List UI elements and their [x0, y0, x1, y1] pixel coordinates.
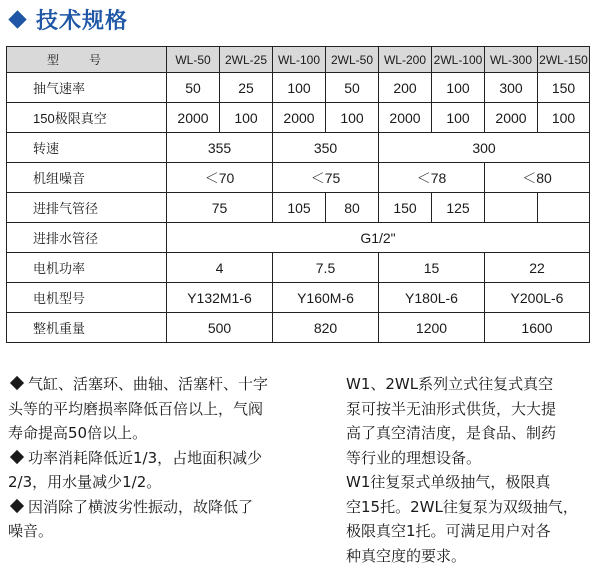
table-cell: 125 — [432, 193, 485, 223]
model-cell: WL-100 — [273, 47, 326, 73]
spec-table — [6, 46, 590, 343]
table-cell: 2000 — [167, 103, 220, 133]
table-header-row — [7, 47, 590, 73]
table-cell — [538, 193, 590, 223]
note-line: 极限真空1托。可满足用户对各 — [346, 519, 596, 544]
table-cell: 100 — [432, 73, 485, 103]
note-text: 因消除了横波劣性振动，故降低了 — [28, 498, 253, 516]
table-cell: 200 — [379, 73, 432, 103]
table-cell: 355 — [167, 133, 273, 163]
table-cell: 300 — [379, 133, 590, 163]
row-label: 150极限真空 — [7, 103, 167, 133]
section-heading — [6, 4, 128, 34]
table-cell: ＜78 — [379, 163, 485, 193]
table-cell: 50 — [167, 73, 220, 103]
table-row-motor-power — [7, 253, 590, 283]
note-line: W1、2WL系列立式往复式真空 — [346, 372, 596, 397]
table-cell: Y200L-6 — [485, 283, 590, 313]
table-row-motor-model — [7, 283, 590, 313]
row-label: 转速 — [7, 133, 167, 163]
note-line — [8, 446, 308, 471]
table-cell: 50 — [326, 73, 379, 103]
table-cell: 500 — [167, 313, 273, 343]
model-cell: 2WL-100 — [432, 47, 485, 73]
diamond-bullet-icon — [10, 376, 24, 390]
note-line: 等行业的理想设备。 — [346, 446, 596, 471]
table-cell: 25 — [220, 73, 273, 103]
note-line: 高了真空清洁度，是食品、制药 — [346, 421, 596, 446]
table-cell: 100 — [220, 103, 273, 133]
row-label: 进排气管径 — [7, 193, 167, 223]
row-label: 抽气速率 — [7, 73, 167, 103]
table-cell: 2000 — [485, 103, 538, 133]
row-label: 进排水管径 — [7, 223, 167, 253]
table-row-water-pipe — [7, 223, 590, 253]
note-line: 种真空度的要求。 — [346, 544, 596, 568]
table-cell: 100 — [326, 103, 379, 133]
row-label: 机组噪音 — [7, 163, 167, 193]
note-line: 头等的平均磨损率降低百倍以上，气阀 — [8, 397, 308, 422]
table-cell: 150 — [379, 193, 432, 223]
table-cell: Y180L-6 — [379, 283, 485, 313]
table-cell: ＜80 — [485, 163, 590, 193]
table-cell: 100 — [538, 103, 590, 133]
table-cell: 4 — [167, 253, 273, 283]
model-cell: WL-50 — [167, 47, 220, 73]
diamond-bullet-icon — [10, 449, 24, 463]
model-cell: 2WL-50 — [326, 47, 379, 73]
table-cell: 80 — [326, 193, 379, 223]
table-cell: 75 — [167, 193, 273, 223]
note-text: 功率消耗降低近1/3，占地面积减少 — [28, 449, 262, 467]
table-cell: 100 — [273, 73, 326, 103]
diamond-icon — [8, 10, 26, 28]
table-row-pump-speed — [7, 73, 590, 103]
table-row-ultimate-vacuum — [7, 103, 590, 133]
table-cell: ＜70 — [167, 163, 273, 193]
table-cell: 2000 — [379, 103, 432, 133]
model-cell: 2WL-25 — [220, 47, 273, 73]
model-header: 型 号 — [7, 47, 167, 73]
table-cell: 100 — [432, 103, 485, 133]
table-cell: Y132M1-6 — [167, 283, 273, 313]
note-line — [8, 495, 308, 520]
note-line: 2/3，用水量减少1/2。 — [8, 470, 308, 495]
note-line: W1往复泵式单级抽气，极限真 — [346, 470, 596, 495]
table-row-intake-diameter — [7, 193, 590, 223]
table-cell — [485, 193, 538, 223]
table-cell: 820 — [273, 313, 379, 343]
table-cell: 150 — [538, 73, 590, 103]
table-row-noise — [7, 163, 590, 193]
table-cell: ＜75 — [273, 163, 379, 193]
table-cell: 2000 — [273, 103, 326, 133]
table-cell: 350 — [273, 133, 379, 163]
model-cell: WL-300 — [485, 47, 538, 73]
notes-right — [346, 372, 596, 568]
table-cell: 300 — [485, 73, 538, 103]
table-cell: 15 — [379, 253, 485, 283]
note-line: 空15托。2WL往复泵为双级抽气， — [346, 495, 596, 520]
note-text: 气缸、活塞环、曲轴、活塞杆、十字 — [28, 375, 268, 393]
row-label: 电机功率 — [7, 253, 167, 283]
notes-left — [8, 372, 308, 544]
table-cell: Y160M-6 — [273, 283, 379, 313]
note-line — [8, 372, 308, 397]
note-line: 寿命提高50倍以上。 — [8, 421, 308, 446]
note-line: 泵可按半无油形式供货，大大提 — [346, 397, 596, 422]
diamond-bullet-icon — [10, 498, 24, 512]
note-line: 噪音。 — [8, 519, 308, 544]
table-cell: 1600 — [485, 313, 590, 343]
table-row-rotation-speed — [7, 133, 590, 163]
model-cell: WL-200 — [379, 47, 432, 73]
row-label: 电机型号 — [7, 283, 167, 313]
table-row-weight — [7, 313, 590, 343]
table-cell: 105 — [273, 193, 326, 223]
table-cell: 1200 — [379, 313, 485, 343]
row-label: 整机重量 — [7, 313, 167, 343]
model-cell: 2WL-150 — [538, 47, 590, 73]
table-cell: G1/2" — [167, 223, 590, 253]
table-cell: 22 — [485, 253, 590, 283]
table-cell: 7.5 — [273, 253, 379, 283]
section-title: 技术规格 — [36, 4, 128, 35]
